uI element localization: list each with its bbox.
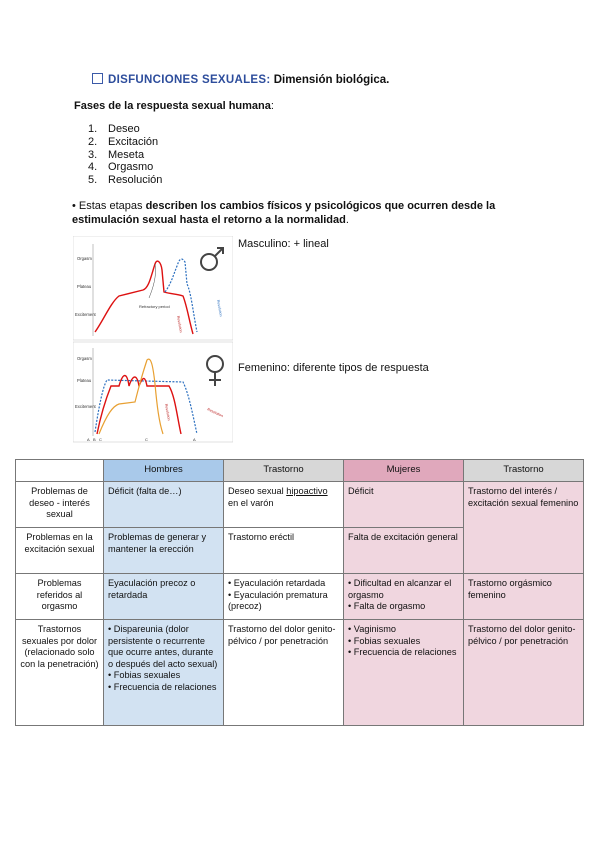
header-trastorno-m: Trastorno — [464, 460, 584, 482]
list-number: 3. — [88, 148, 98, 161]
cell-mujeres-deseo: Déficit — [344, 482, 464, 528]
curve-letter-c: C — [99, 437, 102, 442]
cell-mujeres-dolor: • Vaginismo • Fobias sexuales • Frecuencia de relaciones — [344, 620, 464, 726]
table-header-row — [16, 460, 584, 482]
female-resolution-label: Resolution — [164, 403, 171, 421]
cell-hombres-orgasmo: Eyaculación precoz o retardada — [104, 574, 224, 620]
cell-text-post: en el varón — [228, 497, 274, 508]
sexual-response-figure — [73, 236, 233, 444]
curve-letter-c2: C — [145, 437, 148, 442]
male-panel — [73, 236, 233, 340]
phases-list — [88, 123, 162, 187]
disorders-table — [15, 459, 584, 726]
male-caption: Masculino: + lineal — [238, 238, 329, 250]
list-item — [88, 161, 162, 174]
cell-text-underline: hipoactivo — [286, 486, 328, 496]
header-mujeres: Mujeres — [344, 460, 464, 482]
row-label-excitacion: Problemas en la excitación sexual — [16, 528, 104, 574]
cell-trastorno-h-dolor: Trastorno del dolor genito-pélvico / por penetración — [224, 620, 344, 726]
row-label-deseo: Problemas de deseo - interés sexual — [16, 482, 104, 528]
cell-trastorno-h-orgasmo: • Eyaculación retardada • Eyaculación prematura (precoz) — [224, 574, 344, 620]
list-item — [88, 123, 162, 136]
cell-hombres-dolor: • Dispareunia (dolor persistente o recurrente que ocurre antes, durante o después del acto sexual) • Fobias sexuales • Frecuencia de relaciones — [104, 620, 224, 726]
female-label-plateau: Plateau — [77, 378, 92, 383]
phases-description — [72, 199, 532, 227]
list-number: 5. — [88, 174, 98, 187]
table-row — [16, 482, 584, 528]
curve-letter-a2: A — [193, 437, 196, 442]
list-label: Orgasmo — [108, 161, 154, 174]
list-label: Meseta — [108, 148, 145, 161]
table-row — [16, 620, 584, 726]
cell-mujeres-excitacion: Falta de excitación general — [344, 528, 464, 574]
curve-letter-b: B — [93, 437, 96, 442]
list-label: Deseo — [108, 123, 140, 135]
male-resolution-label-2: Resolution — [216, 299, 223, 317]
cell-mujeres-orgasmo: • Dificultad en alcanzar el orgasmo • Falta de orgasmo — [344, 574, 464, 620]
cell-trastorno-h-deseo — [224, 482, 344, 528]
row-label-orgasmo: Problemas referidos al orgasmo — [16, 574, 104, 620]
title-bold: DISFUNCIONES SEXUALES: — [108, 74, 271, 86]
male-resolution-label: Resolution — [176, 315, 183, 333]
cell-text-pre: Deseo sexual — [228, 486, 287, 496]
phases-heading-colon: : — [270, 100, 274, 112]
row-label-dolor: Trastornos sexuales por dolor (relacionado solo con la penetración) — [16, 620, 104, 726]
curve-letter-a: A — [87, 437, 90, 442]
female-label-orgasm: Orgasm — [77, 356, 92, 361]
cell-trastorno-m-dolor: Trastorno del dolor genito-pélvico / por penetración — [464, 620, 584, 726]
male-label-orgasm: Orgasm — [77, 256, 92, 261]
list-item — [88, 149, 162, 162]
female-caption: Femenino: diferente tipos de respuesta — [238, 362, 429, 374]
list-number: 2. — [88, 135, 98, 148]
desc-bold: describen los cambios físicos y psicológicos que ocurren desde la estimulación sexual hasta el retorno a la normalidad — [72, 200, 496, 226]
female-resolution-label-2: Resolution — [206, 407, 224, 419]
header-trastorno-h: Trastorno — [224, 460, 344, 482]
list-label: Resolución — [108, 174, 163, 187]
refractory-period-label: Refractory period — [139, 304, 170, 309]
title-rest: Dimensión biológica. — [270, 74, 390, 86]
table-row — [16, 574, 584, 620]
list-item — [88, 174, 162, 187]
cell-trastorno-m-orgasmo: Trastorno orgásmico femenino — [464, 574, 584, 620]
desc-prefix: • Estas etapas — [72, 200, 146, 212]
list-item — [88, 136, 162, 149]
female-panel — [73, 342, 233, 442]
desc-suffix: . — [345, 214, 349, 226]
header-empty — [16, 460, 104, 482]
male-label-plateau: Plateau — [77, 284, 92, 289]
checkbox-bullet-icon — [92, 73, 103, 84]
list-label: Excitación — [108, 135, 159, 148]
cell-hombres-excitacion: Problemas de generar y mantener la erección — [104, 528, 224, 574]
section-title — [92, 73, 389, 86]
cell-hombres-deseo: Déficit (falta de…) — [104, 482, 224, 528]
phases-heading-text: Fases de la respuesta sexual humana — [74, 100, 271, 112]
cell-trastorno-m-deseo-excitacion: Trastorno del interés / excitación sexual femenino — [464, 482, 584, 574]
list-number: 4. — [88, 161, 98, 174]
header-hombres: Hombres — [104, 460, 224, 482]
male-label-excitement: Excitement — [75, 312, 96, 317]
phases-heading — [74, 100, 274, 112]
female-label-excitement: Excitement — [75, 404, 96, 409]
list-number: 1. — [88, 123, 98, 135]
cell-trastorno-h-excitacion: Trastorno eréctil — [224, 528, 344, 574]
